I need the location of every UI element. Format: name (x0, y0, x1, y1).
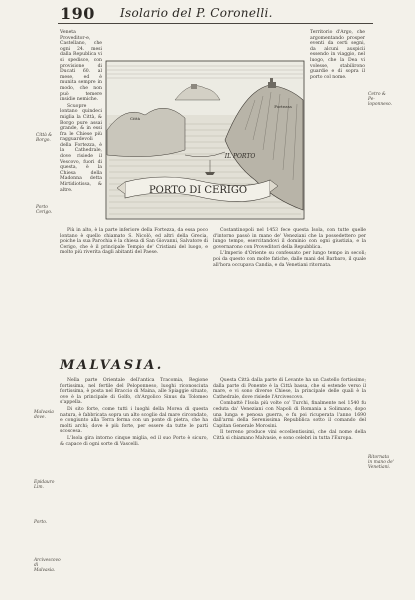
malvasia-left-para-2: Di sito forte, come tutti i luoghi della Morea di questa natura, è fabbricata sopra un alto scoglio dal mare circondato, e congiunto alla Terra ferma con un ponte di pietra, che ha molti archi; dove è più forte, per essere da tutte le parti scoscesa. (60, 406, 208, 435)
header-rule (58, 23, 373, 24)
map-fortress-label: Fortezza (274, 104, 292, 109)
left-intro: Veneta Proveditor-e, Castellano, che ogni 24. mesi dalla Republica vi si spedisce, con provisione di Ducati 60. al mese, ed è munita sempre in modo, che non può temere insidie nemiche. (60, 30, 102, 103)
malvasia-note-3: Porto. (34, 520, 48, 525)
left-top-column (60, 30, 102, 194)
left-note-2: Porto Cerigo. (36, 205, 53, 216)
right-mid-para-1: Costantinopoli nel 1453 fece questa Isola, con tutte quelle d'intorno passò in mano de' Veneziani che la possedettero per lungo tempo, esercitandovi il dominio con ogni giustizia, e la governarono con Proveditori della Repubblica. (213, 228, 366, 250)
map-city-label: Città (130, 116, 140, 121)
malvasia-right-para-1: Questa Città dalla parte di Levante ha un Castello fortissimo; dalla parte di Ponente è la Città bassa, che si estende verso il mare, e vi sono diverse Chiese, la principale delle quali è la Cathedrale, dove risiede l'Arcivescovo. (213, 378, 366, 400)
port-map-svg (105, 60, 305, 220)
map-title-banner: PORTO DI CERIGO (148, 185, 248, 196)
running-title: Isolario del P. Coronelli. (120, 6, 273, 20)
malvasia-left-column (60, 378, 208, 448)
map-engraving (105, 60, 305, 220)
malvasia-note-4: Arcivescovo di Malvasia. (34, 558, 61, 574)
map-port-label: IL PORTO (224, 153, 256, 160)
malvasia-right-para-3: Il terreno produce vini eccellentissimi, che dal nome della Città si chiamano Malvasie, e sono celebri in tutta l'Europa. (213, 430, 366, 441)
malvasia-note-5: Ritornata in mano de' Venetiani. (368, 455, 394, 471)
right-note-1: Cetro & Pe-loponneso. (368, 92, 392, 108)
right-top-column (310, 30, 365, 81)
malvasia-note-2: Epidauro Lim. (34, 480, 55, 491)
malvasia-right-para-2: Combattè l'Isola più volte co' Turchi, finalmente nel 1540 fu ceduta da' Veneziani con Napoli di Romania a Solimano, dopo una lunga e penosa guerra, e fu poi ricuperata l'anno 1690 dall'armi della Serenissima Repubblica sotto il comando del Capitan Generale Morosini. (213, 401, 366, 429)
malvasia-right-column (213, 378, 366, 443)
left-para-1: Scuopre lontano quindeci miglia la Città, & Borgo pure assai grande, & in essi fra le Chiese più ragguardevoli della Fortezza, è la Cathedrale, dove risiede il Vescovo, fuori di questa, è la Chiesa della Madonna detta Mirtidiotissa, & altre. (60, 103, 102, 193)
section-title-malvasia: MALVASIA. (60, 358, 164, 373)
body-para-1: Più in alto, è la parte inferiore della Fortezza, da essa poco lontano è quello chiamato S. Nicolò, ed altri della Grecia, poiche la sua Parochia è la chiesa di San Giovanni, Salvatore di Cerigo, che è il principale Tempio de' Cristiani del luogo, e molto più riverita dagli abitanti del Paese. (60, 228, 208, 256)
right-mid-column (213, 228, 366, 269)
right-mid-para-2: L'Imperio d'Oriente su confessato per lungo tempo in secoli; poi da questo con molte fatiche, dalle mani del Barbaro, il quale all'hora occupava Candia, e da Venetiani ritornata. (213, 251, 366, 268)
body-left-column (60, 228, 208, 257)
right-top-para-1: Territorio d'Argo, che argomentando prosper eventi da certi segni, da alcuni auspicii essendo in viaggio, nel luogo, che la Dea vi volesse, stabilirono guardie e di sopra il porto col nome. (310, 30, 365, 80)
left-note-1: Città & Borgo. (36, 133, 53, 144)
page-number: 190 (60, 4, 95, 23)
malvasia-left-para-3: L'Isola gira intorno cinque miglia, ed il suo Porto è sicuro, & capace di ogni sorte di Vascelli. (60, 435, 208, 447)
malvasia-note-1: Malvasia dove. (34, 410, 54, 421)
malvasia-left-para-1: Nella parte Orientale dell'antica Tracomia, Regione fortissima, nel fertile del Peloponneso, luoghi riconosciuta fortissima, è posta nel Braccio di Maina, alle Spiaggie situato, ove è la principale di Golfo, ch'Argolico Sinus da Tolomeo s'appella. (60, 378, 208, 406)
